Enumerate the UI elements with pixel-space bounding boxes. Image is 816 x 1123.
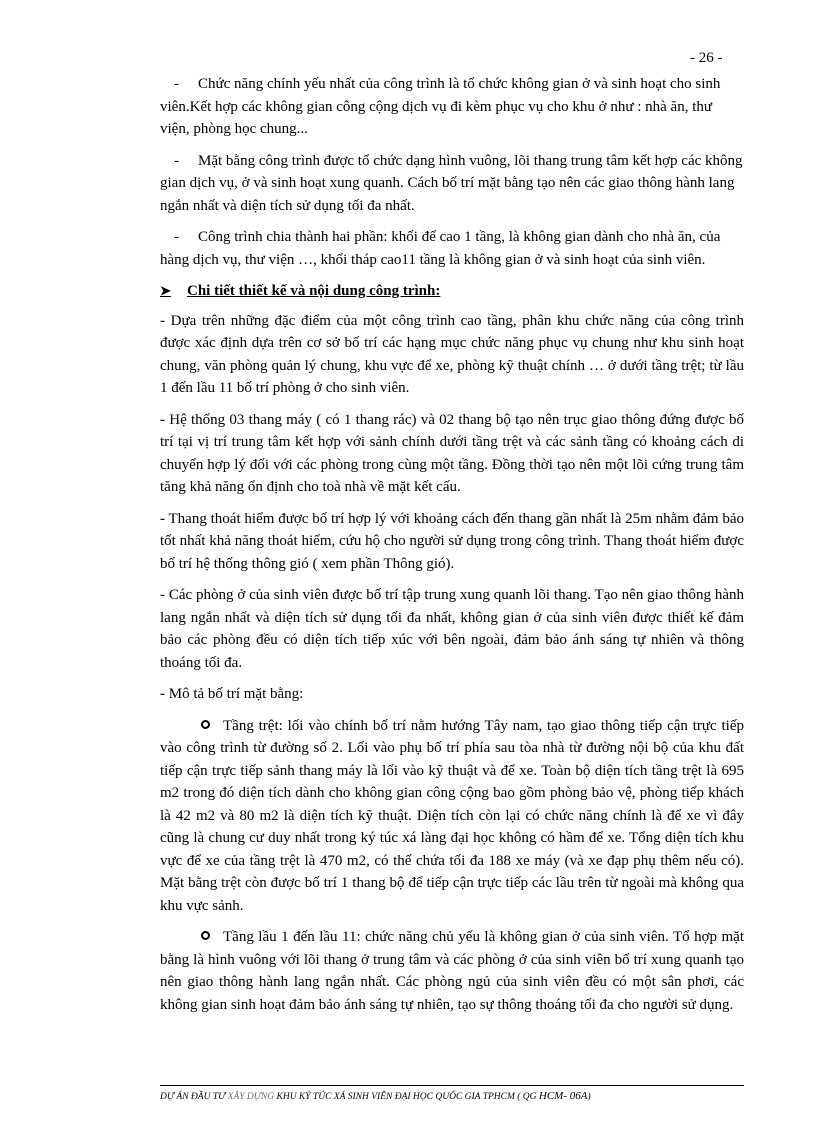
body-paragraph-2: [160, 409, 744, 499]
circle-bullet-icon: [201, 931, 210, 940]
arrow-bullet-icon: ➤: [160, 283, 171, 298]
body-paragraph-text: Các phòng ở của sinh viên được bố trí tập trung xung quanh lõi thang. Tạo nên giao thông hành lang ngắn nhất và diện tích sử dụng tối đa nhất, không gian ở của sinh viên được thiết kế đảm bảo các phòng đều có diện tích tiếp xúc với bên ngoài, đảm bảo ánh sáng tự nhiên và thông thoáng tối đa.: [160, 587, 744, 671]
body-paragraph-3: [160, 508, 744, 576]
footer-text-part: DỰ ÁN ĐẦU TƯ: [160, 1092, 226, 1102]
body-paragraph-5: [160, 683, 744, 706]
page-footer: [160, 1085, 744, 1104]
sub-item-text: Tầng trệt: lối vào chính bố trí nằm hướng Tây nam, tạo giao thông tiếp cận trực tiếp vào công trình từ đường số 2. Lối vào phụ bố trí phía sau tòa nhà từ đường nội bộ của khu đất tiếp cận trực tiếp sảnh thang máy là lối vào kỹ thuật và để xe. Toàn bộ diện tích tầng trệt là 695 m2 trong đó diện tích dành cho không gian công cộng bao gồm phòng bảo vệ, phòng tiếp khách là 42 m2 và 80 m2 là diện tích kỹ thuật. Diện tích còn lại có chức năng chính là để xe vì đây cũng là chung cư duy nhất trong ký túc xá làng đại học không có hầm để xe. Tổng diện tích khu vực để xe của tầng trệt là 470 m2, có thể chứa tối đa 188 xe máy (và xe đạp phụ thêm nếu có). Mặt bằng trệt còn được bố trí 1 thang bộ để tiếp cận trực tiếp các lầu trên từ ngoài mà không qua khu vực sảnh.: [160, 717, 744, 914]
body-paragraph-text: Mô tả bố trí mặt bằng:: [165, 686, 304, 702]
sub-item-1: [160, 715, 744, 918]
dash-marker: -: [160, 686, 165, 702]
body-paragraph-4: [160, 584, 744, 674]
body-paragraph-text: Dựa trên những đặc điểm của một công trình cao tầng, phân khu chức năng của công trình được xác định dựa trên cơ sở bố trí các hạng mục chức năng phục vụ chung như khu sinh hoạt chung, văn phòng quản lý chung, khu vực để xe, phòng kỹ thuật chính … ở dưới tầng trệt; từ lầu 1 đến lầu 11 bố trí phòng ở cho sinh viên.: [160, 312, 744, 396]
dash-marker: -: [160, 587, 165, 603]
footer-text-part: ): [587, 1092, 591, 1102]
intro-paragraph-text: Mặt bằng công trình được tổ chức dạng hình vuông, lõi thang trung tâm kết hợp các không gian dịch vụ, ở và sinh hoạt xung quanh. Cách bố trí mặt bằng tạo nên các giao thông hành lang ngắn nhất và diện tích sử dụng tối đa nhất.: [160, 152, 743, 214]
footer-text-part: HCM- 06A: [538, 1090, 588, 1102]
dash-marker: -: [160, 312, 165, 329]
footer-text-part: KHU KÝ TÚC XÁ SINH VIÊN ĐẠI HỌC QUỐC GIA TPHCM ( QG: [276, 1092, 539, 1102]
footer-text-part: XÂY DỰNG: [225, 1092, 277, 1102]
section-heading: [160, 280, 744, 303]
sub-item-text: Tầng lầu 1 đến lầu 11: chức năng chủ yếu là không gian ở của sinh viên. Tổ hợp mặt bằng là hình vuông với lõi thang ở trung tâm và các phòng ở của sinh viên bố trí xung quanh tạo nên giao thông hành lang ngắn nhất. Các phòng ngủ của sinh viên đều có một sân phơi, các không gian sinh hoạt đảm bảo ánh sáng tự nhiên, tạo sự thông thoáng tối đa cho người sử dụng.: [160, 929, 744, 1013]
intro-paragraph-text: Chức năng chính yếu nhất của công trình là tổ chức không gian ở và sinh hoạt cho sinh viên.Kết hợp các không gian công cộng dịch vụ đi kèm phục vụ cho khu ở như : nhà ăn, thư viện, phòng học chung...: [160, 76, 721, 137]
sub-item-2: [160, 926, 744, 1016]
intro-paragraph-1: [160, 73, 744, 141]
dash-marker: -: [174, 76, 179, 92]
intro-paragraph-2: [160, 150, 744, 218]
dash-marker: -: [174, 229, 179, 245]
page-number: - 26 -: [690, 50, 723, 66]
body-paragraph-text: Hệ thống 03 thang máy ( có 1 thang rác) và 02 thang bộ tạo nên trục giao thông đứng được bố trí tại vị trí trung tâm kết hợp với sảnh chính dưới tầng trệt và các sảnh tầng có khoảng cách di chuyển hợp lý đối với các phòng trong cùng một tầng. Đồng thời tạo nên một lõi cứng trung tâm tăng khả năng ổn định cho toà nhà về mặt kết cấu.: [160, 411, 744, 495]
intro-paragraph-text: Công trình chia thành hai phần: khối đế cao 1 tầng, là không gian dành cho nhà ăn, của hàng dịch vụ, thư viện …, khối tháp cao11 tầng là không gian ở và sinh hoạt của sinh viên.: [160, 229, 721, 268]
intro-paragraph-3: [160, 226, 744, 271]
section-heading-text: Chi tiết thiết kế và nội dung công trình:: [187, 283, 441, 299]
page-content: [160, 73, 744, 1025]
body-paragraph-1: [160, 310, 744, 400]
body-paragraph-text: Thang thoát hiểm được bố trí hợp lý với khoảng cách đến thang gần nhất là 25m nhằm đảm bảo tốt nhất khả năng thoát hiểm, cứu hộ cho người sử dụng trong công trình. Thang thoát hiểm được bố trí hệ thống thông gió ( xem phần Thông gió).: [160, 510, 744, 572]
dash-marker: -: [160, 411, 165, 428]
dash-marker: -: [160, 510, 165, 527]
dash-marker: -: [174, 152, 179, 169]
circle-bullet-icon: [201, 720, 210, 729]
